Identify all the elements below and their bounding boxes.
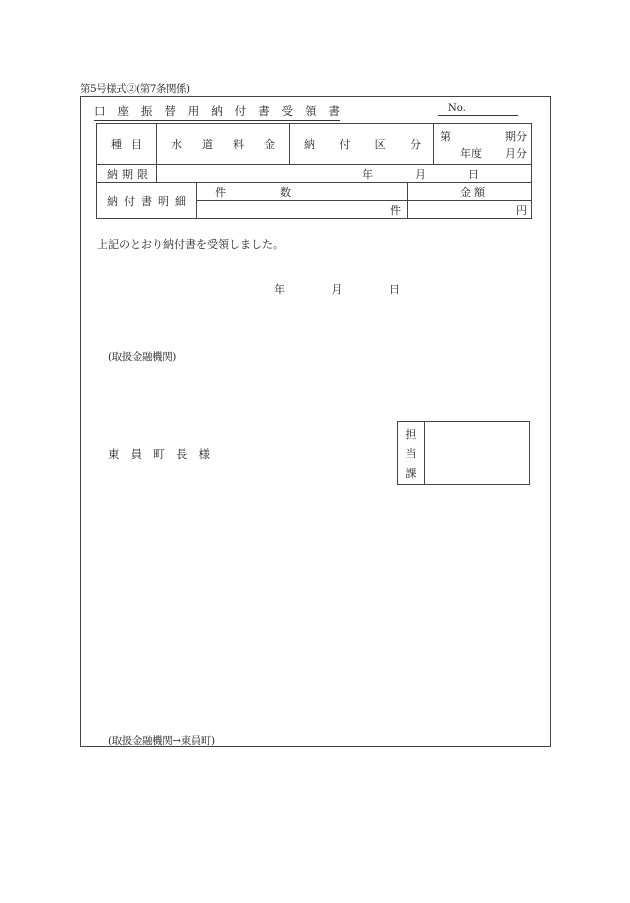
title-char: 受: [281, 104, 293, 118]
title-char: 書: [328, 104, 340, 118]
due-date-cell[interactable]: [157, 165, 532, 183]
institution-label: (取扱金融機関): [108, 351, 176, 363]
period-unit: 期分: [505, 130, 527, 143]
document-number-label: No.: [448, 103, 466, 114]
department-stamp-box: [397, 421, 530, 485]
due-label-char: 納: [107, 167, 118, 181]
count-unit: 件: [390, 203, 401, 217]
detail-label-cell: [97, 183, 197, 219]
department-label: [398, 422, 425, 484]
count-header-cell: [197, 183, 408, 201]
category-label-char: 納: [304, 138, 315, 151]
title-char: 用: [187, 104, 200, 118]
receipt-day-unit: 日: [389, 283, 400, 296]
detail-label-char: 付: [124, 194, 135, 208]
receipt-month-unit: 月: [331, 283, 343, 296]
type-value-char: 道: [202, 138, 213, 151]
routing-note: (取扱金融機関→東員町): [108, 735, 215, 747]
form-title: [94, 103, 340, 121]
type-value-cell: [157, 124, 290, 165]
title-char: 書: [258, 104, 270, 118]
title-char: 振: [140, 104, 153, 118]
receipt-date[interactable]: [274, 281, 400, 297]
addressee-char: 町: [153, 447, 165, 461]
title-char: 座: [117, 104, 129, 118]
category-label-char: 付: [339, 138, 351, 151]
category-label-cell: [290, 124, 434, 165]
period-cell[interactable]: [434, 124, 532, 165]
type-label-char: 目: [131, 138, 142, 151]
department-seal-area[interactable]: [425, 422, 529, 484]
count-value-cell[interactable]: [197, 201, 408, 219]
amount-header-char: 額: [474, 185, 485, 199]
title-char: 納: [211, 104, 223, 118]
amount-header-char: 金: [460, 185, 471, 199]
type-value-char: 水: [171, 138, 182, 151]
detail-label-char: 細: [175, 194, 186, 208]
department-label-char: 当: [405, 447, 417, 460]
receipt-year-unit: 年: [274, 283, 285, 296]
due-month-unit: 月: [415, 167, 426, 181]
detail-label-char: 書: [141, 194, 152, 208]
amount-header-cell: [408, 183, 532, 201]
type-value-char: 料: [233, 138, 244, 151]
receipt-statement: 上記のとおり納付書を受領しました。: [97, 238, 284, 251]
addressee: [108, 446, 210, 462]
addressee-char: 様: [198, 447, 210, 461]
count-header-char: 数: [280, 185, 291, 199]
detail-label-char: 納: [107, 194, 118, 208]
count-header-char: 件: [215, 185, 226, 199]
document-number-field[interactable]: [438, 103, 518, 116]
addressee-char: 員: [130, 447, 143, 461]
month-unit: 月分: [505, 147, 527, 160]
due-day-unit: 日: [468, 167, 479, 181]
due-label-cell: [97, 165, 157, 183]
fiscal-year-unit: 年度: [460, 147, 482, 160]
title-char: 領: [304, 104, 317, 118]
due-label-char: 期: [122, 167, 133, 181]
type-label-cell: [97, 124, 157, 165]
amount-unit: 円: [516, 203, 527, 217]
addressee-char: 長: [175, 447, 188, 461]
category-label-char: 区: [374, 138, 386, 151]
type-value-char: 金: [264, 138, 275, 151]
form-number: 第5号様式②(第7条関係): [80, 83, 190, 95]
addressee-char: 東: [108, 447, 120, 461]
title-char: 付: [234, 104, 247, 118]
category-label-char: 分: [409, 138, 421, 151]
detail-label-char: 明: [158, 194, 169, 208]
payment-info-table: [96, 123, 532, 219]
department-label-char: 担: [405, 427, 417, 441]
department-label-char: 課: [405, 466, 417, 480]
amount-value-cell[interactable]: [408, 201, 532, 219]
due-year-unit: 年: [362, 167, 373, 181]
title-char: 替: [164, 104, 176, 118]
period-prefix: 第: [440, 130, 451, 143]
due-label-char: 限: [137, 167, 148, 181]
type-label-char: 種: [111, 138, 122, 151]
title-char: 口: [94, 104, 106, 118]
